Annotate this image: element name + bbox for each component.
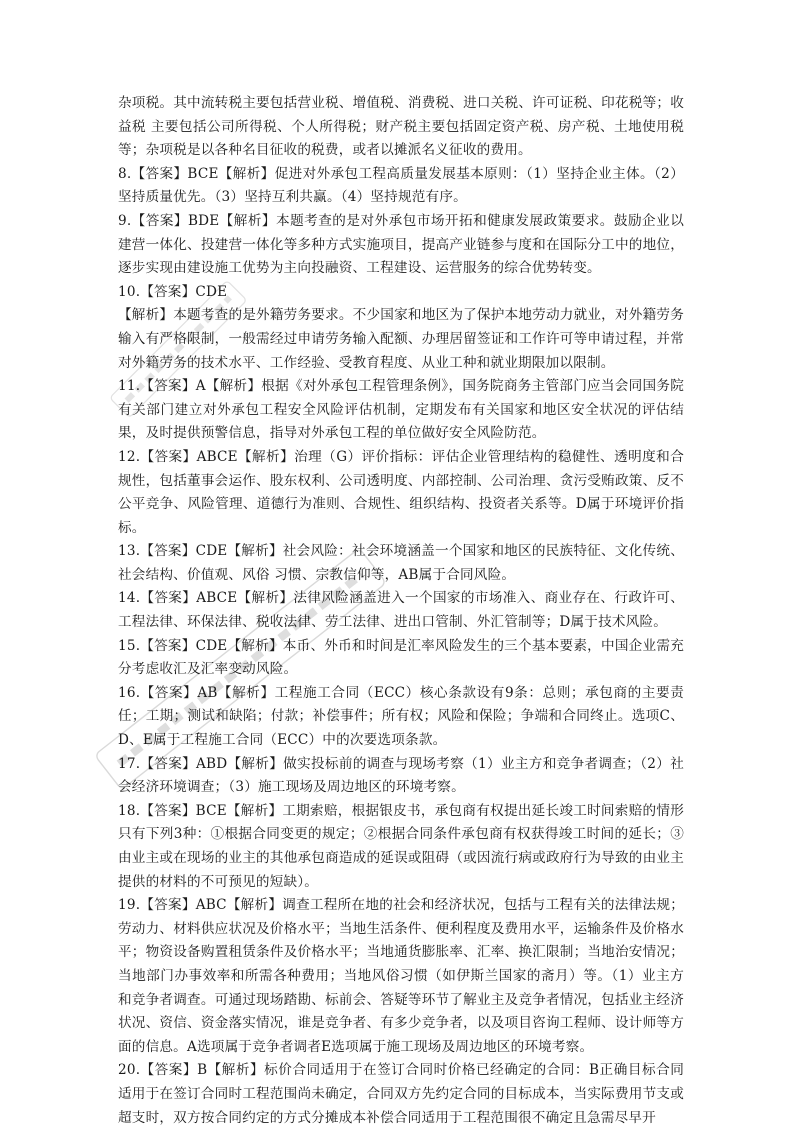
answer-13: 13.【答案】CDE【解析】社会风险：社会环境涵盖一个国家和地区的民族特征、文化传统、社会结构、价值观、风俗 习惯、宗教信仰等，AB属于合同风险。 (118, 543, 684, 583)
document-body (118, 92, 684, 1130)
answer-8: 8.【答案】BCE【解析】促进对外承包工程高质量发展基本原则：（1）坚持企业主体。（2）坚持质量优先。（3）坚持互利共赢。（4）坚持规范有序。 (118, 165, 684, 206)
answer-9: 9.【答案】BDE【解析】本题考查的是对外承包市场开拓和健康发展政策要求。鼓励企业以建营一体化、投建营一体化等多种方式实施项目，提高产业链参与度和在国际分工中的地位，逐步实现由建设施工优势为主向投融资、工程建设、运营服务的综合优势转变。 (118, 212, 684, 277)
answer-11: 11.【答案】A【解析】根据《对外承包工程管理条例》，国务院商务主管部门应当会同国务院有关部门建立对外承包工程安全风险评估机制，定期发布有关国家和地区安全状况的评估结果，及时提供预警信息，指导对外承包工程的单位做好安全风险防范。 (118, 378, 684, 442)
answer-12: 12.【答案】ABCE【解析】治理（G）评价指标：评估企业管理结构的稳健性、透明度和合规性，包括董事会运作、股东权利、公司透明度、内部控制、公司治理、贪污受贿政策、反不公平竞争、风险管理、道德行为准则、合规性、组织结构、投资者关系等。D属于环境评价指标。 (118, 448, 684, 536)
answer-20: 20.【答案】B【解析】标价合同适用于在签订合同时价格已经确定的合同：B正确目标合同适用于在签订合同时工程范围尚未确定，合同双方先约定合同的目标成本，当实际费用节支或超支时，双方按合同约定的方式分摊成本补偿合同适用于工程范围很不确定且急需尽早开 (118, 1062, 684, 1126)
answer-19: 19.【答案】ABC【解析】调查工程所在地的社会和经济状况，包括与工程有关的法律法规；劳动力、材料供应状况及价格水平；当地生活条件、便利程度及费用水平，运输条件及价格水平；物资设备购置租赁条件及价格水平；当地通货膨胀率、汇率、换汇限制；当地治安情况；当地部门办事效率和所需各种费用；当地风俗习惯（如伊斯兰国家的斋月）等。（1）业主方和竞争者调查。可通过现场踏勘、标前会、答疑等环节了解业主及竞争者情况，包括业主经济状况、资信、资金落实情况，谁是竞争者、有多少竞争者，以及项目咨询工程师、设计师等方面的信息。A选项属于竞争者调者E选项属于施工现场及周边地区的环境考察。 (118, 897, 684, 1055)
answer-15: 15.【答案】CDE【解析】本币、外币和时间是汇率风险发生的三个基本要素，中国企业需充分考虑收汇及汇率变动风险。 (118, 637, 684, 678)
answer-14: 14.【答案】ABCE【解析】法律风险涵盖进入一个国家的市场准入、商业存在、行政许可、工程法律、环保法律、税收法律、劳工法律、进出口管制、外汇管制等；D属于技术风险。 (118, 590, 684, 631)
answer-10: 10.【答案】CDE (118, 283, 228, 300)
answer-16: 16.【答案】AB【解析】工程施工合同（ECC）核心条款设有9条：总则；承包商的主要责任；工期；测试和缺陷；付款；补偿事件；所有权；风险和保险；争端和合同终止。选项C、D、E属于工程施工合同（ECC）中的次要选项条款。 (118, 684, 684, 749)
answer-17: 17.【答案】ABD【解析】做实投标前的调查与现场考察（1）业主方和竞争者调查；（2）社会经济环境调查；（3）施工现场及周边地区的环境考察。 (118, 755, 684, 796)
answer-10-analysis: 【解析】本题考查的是外籍劳务要求。不少国家和地区为了保护本地劳动力就业，对外籍劳务输入有严格限制，一般需经过申请劳务输入配额、办理居留签证和工作许可等申请过程，并常对外籍劳务的技术水平、工作经验、受教育程度、从业工种和就业期限加以限制。 (118, 307, 684, 371)
answer-18: 18.【答案】BCE【解析】工期索赔，根据银皮书，承包商有权提出延长竣工时间索赔的情形只有下列3种：①根据合同变更的规定；②根据合同条件承包商有权获得竣工时间的延长；③由业主或在现场的业主的其他承包商造成的延误或阻碍（或因流行病或政府行为导致的由业主提供的材料的不可预见的短缺）。 (118, 802, 684, 890)
paragraph-tax-types: 杂项税。其中流转税主要包括营业税、增值税、消费税、进口关税、许可证税、印花税等；收益税 主要包括公司所得税、个人所得税；财产税主要包括固定资产税、房产税、土地使用税等；杂项税是以各种名目征收的税费，或者以摊派名义征收的费用。 (118, 95, 684, 159)
